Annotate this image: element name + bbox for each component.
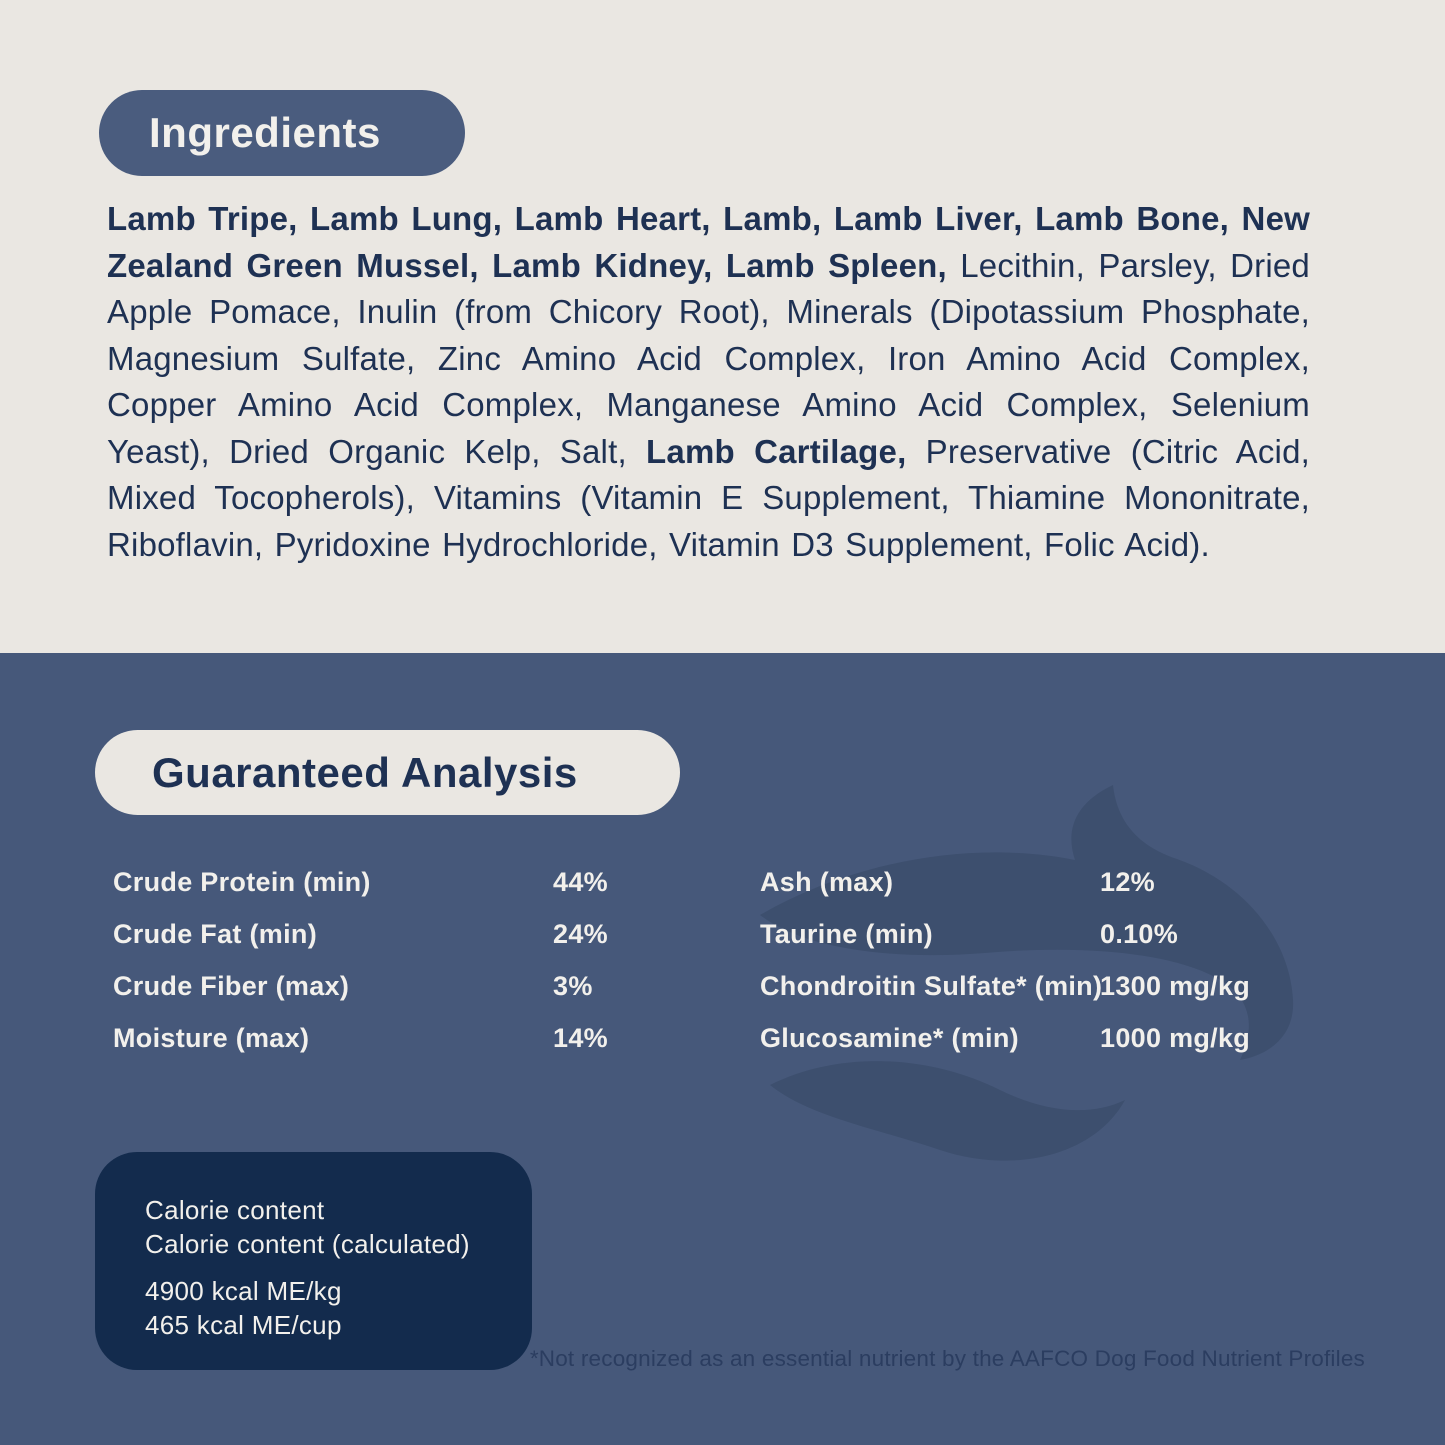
analysis-label: Ash (max) (760, 866, 894, 897)
calorie-content-heading: Calorie content (145, 1195, 325, 1225)
calorie-value-cup: 465 kcal ME/cup (145, 1310, 342, 1340)
ingredients-heading-pill (99, 90, 465, 176)
table-row (113, 856, 733, 908)
ingredients-section (0, 0, 1445, 653)
analysis-value: 0.10% (1100, 918, 1179, 949)
guaranteed-analysis-title: Guaranteed Analysis (152, 748, 578, 796)
analysis-value: 24% (553, 918, 608, 949)
guaranteed-analysis-heading-pill (95, 730, 680, 815)
table-row (760, 1012, 1380, 1064)
analysis-value: 1300 mg/kg (1100, 970, 1251, 1001)
calorie-content-headings (145, 1193, 532, 1261)
calorie-content-box (95, 1152, 532, 1370)
table-row (113, 1012, 733, 1064)
analysis-value: 1000 mg/kg (1100, 1022, 1251, 1053)
analysis-table-right-column (760, 856, 1380, 1064)
table-row (760, 856, 1380, 908)
ingredients-regular-mid: Lecithin, Parsley, Dried Apple Pomace, Inulin (from Chicory Root), Minerals (Dipotassium Phosphate, Magnesium Sulfate, Zinc Amino Acid Complex, Iron Amino Acid Complex, Copper Amino Acid Complex, Manganese Amino Acid Complex, Selenium Yeast), Dried Organic Kelp, Salt, (107, 246, 1310, 470)
analysis-value: 14% (553, 1022, 608, 1053)
ingredients-bold-lead: Lamb Tripe, Lamb Lung, Lamb Heart, Lamb, Lamb Liver, Lamb Bone, New Zealand Green Mussel, Lamb Kidney, Lamb Spleen, (107, 200, 1310, 284)
analysis-label: Crude Fat (min) (113, 918, 317, 949)
analysis-label: Glucosamine* (min) (760, 1022, 1019, 1053)
analysis-value: 3% (553, 970, 593, 1001)
guaranteed-analysis-section (0, 653, 1445, 1445)
analysis-label: Moisture (max) (113, 1022, 310, 1053)
analysis-table-left-column (113, 856, 733, 1064)
table-row (760, 960, 1380, 1012)
ingredients-title: Ingredients (149, 109, 381, 156)
analysis-value: 44% (553, 866, 608, 897)
analysis-label: Taurine (min) (760, 918, 933, 949)
analysis-label: Crude Protein (min) (113, 866, 371, 897)
table-row (760, 908, 1380, 960)
aafco-footnote: *Not recognized as an essential nutrient by the AAFCO Dog Food Nutrient Profiles (529, 1346, 1365, 1371)
ingredients-bold-cartilage: Lamb Cartilage, (646, 432, 907, 470)
calorie-content-values (145, 1274, 532, 1342)
table-row (113, 908, 733, 960)
ingredients-regular-end: Preservative (Citric Acid, Mixed Tocopherols), Vitamins (Vitamin E Supplement, Thiamine Mononitrate, Riboflavin, Pyridoxine Hydrochloride, Vitamin D3 Supplement, Folic Acid). (107, 432, 1310, 563)
analysis-label: Chondroitin Sulfate* (min) (760, 970, 1103, 1001)
calorie-value-kg: 4900 kcal ME/kg (145, 1276, 342, 1306)
calorie-content-heading-calculated: Calorie content (calculated) (145, 1229, 470, 1259)
ingredients-paragraph (107, 196, 1310, 568)
analysis-label: Crude Fiber (max) (113, 970, 350, 1001)
analysis-value: 12% (1100, 866, 1155, 897)
table-row (113, 960, 733, 1012)
